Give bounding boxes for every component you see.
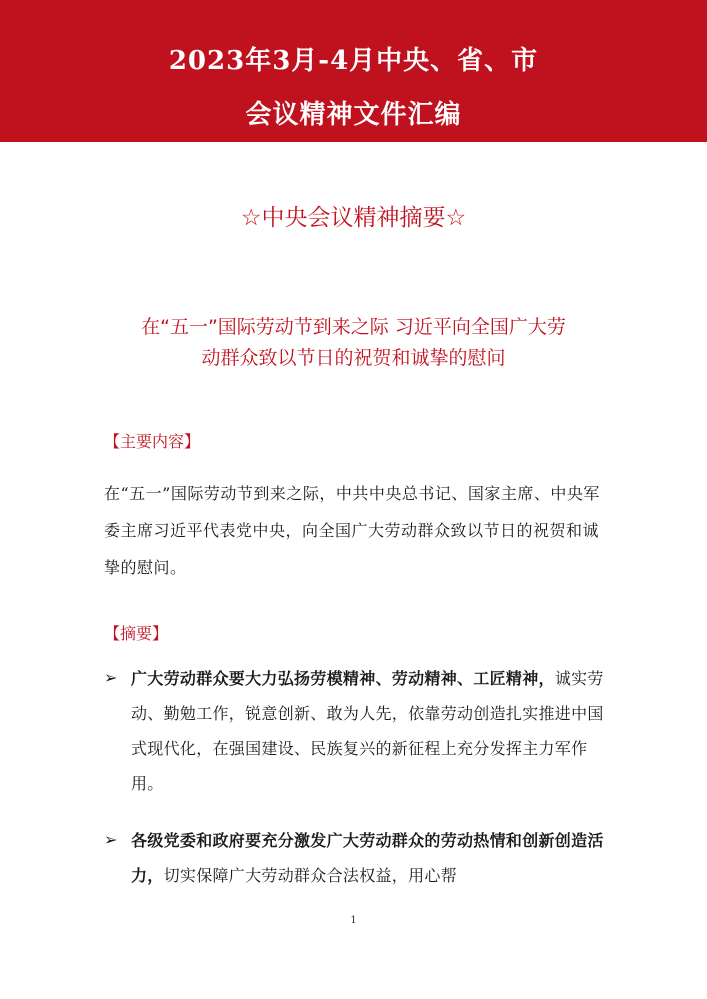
summary-item-2-bold: 各级党委和政府要充分激发广大劳动群众的劳动热情和创新创造活力， (131, 831, 604, 885)
main-content-paragraph: 在“五一”国际劳动节到来之际，中共中央总书记、国家主席、中央军委主席习近平代表党中央，向全国广大劳动群众致以节日的祝贺和诚挚的慰问。 (104, 484, 600, 577)
bullet-arrow-icon: ➢ (104, 668, 118, 687)
headline-line-2: 动群众致以节日的祝贺和诚挚的慰问 (201, 347, 506, 369)
summary-label: 【摘要】 (104, 624, 169, 643)
main-content-label: 【主要内容】 (104, 432, 201, 451)
page-number: 1 (350, 915, 357, 926)
banner-title-line-1: 2023年3月-4月中央、省、市 (168, 46, 539, 76)
summary-item-1-bold: 广大劳动群众要大力弘扬劳模精神、劳动精神、工匠精神， (131, 669, 555, 688)
summary-item-1 (131, 661, 607, 801)
headline-line-1: 在“五一”国际劳动节到来之际 习近平向全国广大劳 (141, 316, 566, 338)
section-title: ☆中央会议精神摘要☆ (240, 205, 467, 231)
summary-item-1-text: 诚实劳动、勤勉工作，锐意创新、敢为人先，依靠劳动创造扎实推进中国式现代化，在强国建设、民族复兴的新征程上充分发挥主力军作用。 (131, 669, 604, 793)
banner-title-line-2: 会议精神文件汇编 (245, 100, 462, 130)
bullet-arrow-icon: ➢ (104, 830, 118, 849)
summary-item-2-text: 切实保障广大劳动群众合法权益，用心帮 (163, 866, 458, 885)
summary-item-2 (131, 823, 607, 893)
title-banner (0, 0, 707, 142)
